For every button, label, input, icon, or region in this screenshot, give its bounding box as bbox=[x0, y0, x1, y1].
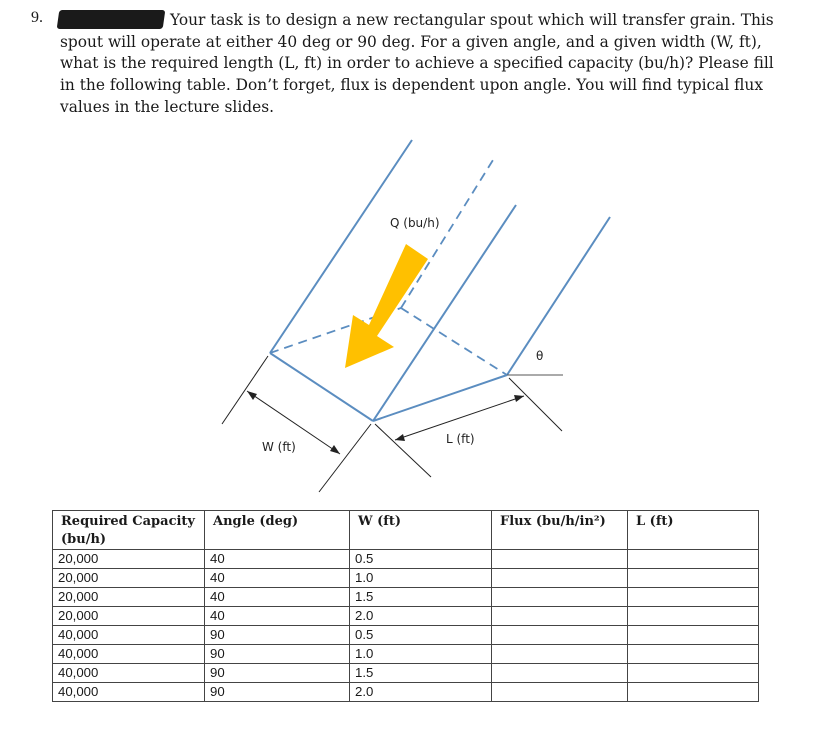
cell-width: 2.0 bbox=[350, 607, 492, 626]
cell-capacity: 40,000 bbox=[53, 664, 205, 683]
cell-width: 1.0 bbox=[350, 645, 492, 664]
cell-length[interactable] bbox=[628, 588, 759, 607]
cell-length[interactable] bbox=[628, 664, 759, 683]
problem-text: Your task is to design a new rectangular spout which will transfer grain. This spout will operate at either 40 deg or 90 deg. For a given angle, and a given width (W, ft), what is the required length (L, ft) in order to achieve a specified capacity (bu/h)? Please fill in the following table. Don’t forget, flux is dependent upon angle. You will find typical flux values in the lecture slides. bbox=[60, 11, 774, 116]
flow-label: Q (bu/h) bbox=[390, 216, 440, 230]
width-ext-left bbox=[222, 356, 268, 424]
header-angle: Angle (deg) bbox=[205, 511, 350, 550]
header-width: W (ft) bbox=[350, 511, 492, 550]
dimension-lines bbox=[222, 356, 562, 492]
spout-bottom-edge bbox=[270, 353, 373, 421]
cell-angle: 40 bbox=[205, 588, 350, 607]
table-row bbox=[53, 664, 759, 683]
cell-flux[interactable] bbox=[492, 607, 628, 626]
header-capacity: Required Capacity (bu/h) bbox=[53, 511, 205, 550]
cell-length[interactable] bbox=[628, 683, 759, 702]
cell-length[interactable] bbox=[628, 569, 759, 588]
cell-flux[interactable] bbox=[492, 626, 628, 645]
cell-capacity: 20,000 bbox=[53, 607, 205, 626]
cell-angle: 40 bbox=[205, 607, 350, 626]
table-row bbox=[53, 645, 759, 664]
cell-angle: 90 bbox=[205, 664, 350, 683]
cell-capacity: 40,000 bbox=[53, 683, 205, 702]
cell-width: 0.5 bbox=[350, 626, 492, 645]
hidden-back-edge bbox=[401, 308, 507, 375]
cell-flux[interactable] bbox=[492, 588, 628, 607]
cell-capacity: 20,000 bbox=[53, 588, 205, 607]
length-label: L (ft) bbox=[446, 432, 475, 446]
hidden-edges bbox=[270, 160, 507, 375]
cell-width: 0.5 bbox=[350, 550, 492, 569]
cell-capacity: 40,000 bbox=[53, 626, 205, 645]
cell-length[interactable] bbox=[628, 626, 759, 645]
table-row bbox=[53, 607, 759, 626]
cell-length[interactable] bbox=[628, 607, 759, 626]
spout-right-edge bbox=[507, 217, 610, 375]
cell-flux[interactable] bbox=[492, 664, 628, 683]
cell-flux[interactable] bbox=[492, 683, 628, 702]
cell-capacity: 20,000 bbox=[53, 550, 205, 569]
length-arrowhead-left bbox=[395, 434, 405, 441]
width-ext-right bbox=[319, 424, 371, 492]
spout-design-table bbox=[52, 510, 759, 702]
cell-angle: 90 bbox=[205, 683, 350, 702]
hidden-vertical-edge bbox=[401, 160, 493, 308]
question-number: 9. bbox=[31, 9, 43, 26]
spout-outline bbox=[270, 140, 610, 421]
table-header-row bbox=[53, 511, 759, 550]
cell-width: 1.5 bbox=[350, 588, 492, 607]
spout-left-edge bbox=[270, 140, 412, 353]
cell-width: 2.0 bbox=[350, 683, 492, 702]
table-row bbox=[53, 569, 759, 588]
cell-angle: 40 bbox=[205, 550, 350, 569]
angle-label: θ bbox=[536, 349, 544, 363]
cell-width: 1.0 bbox=[350, 569, 492, 588]
table-row bbox=[53, 683, 759, 702]
cell-angle: 90 bbox=[205, 645, 350, 664]
length-ext-right bbox=[509, 378, 562, 431]
flow-arrow-icon bbox=[345, 244, 428, 368]
cell-length[interactable] bbox=[628, 645, 759, 664]
cell-flux[interactable] bbox=[492, 550, 628, 569]
cell-flux[interactable] bbox=[492, 569, 628, 588]
table-row bbox=[53, 588, 759, 607]
cell-flux[interactable] bbox=[492, 645, 628, 664]
table-row bbox=[53, 626, 759, 645]
spout-floor-edge bbox=[373, 375, 507, 421]
cell-length[interactable] bbox=[628, 550, 759, 569]
cell-angle: 90 bbox=[205, 626, 350, 645]
header-flux: Flux (bu/h/in²) bbox=[492, 511, 628, 550]
cell-capacity: 40,000 bbox=[53, 645, 205, 664]
cell-angle: 40 bbox=[205, 569, 350, 588]
width-arrowhead-right bbox=[330, 445, 340, 454]
length-ext-left bbox=[375, 424, 431, 477]
table-row bbox=[53, 550, 759, 569]
width-arrowhead-left bbox=[247, 391, 257, 400]
length-arrowhead-right bbox=[514, 395, 524, 402]
cell-width: 1.5 bbox=[350, 664, 492, 683]
width-label: W (ft) bbox=[262, 440, 296, 454]
cell-capacity: 20,000 bbox=[53, 569, 205, 588]
header-length: L (ft) bbox=[628, 511, 759, 550]
